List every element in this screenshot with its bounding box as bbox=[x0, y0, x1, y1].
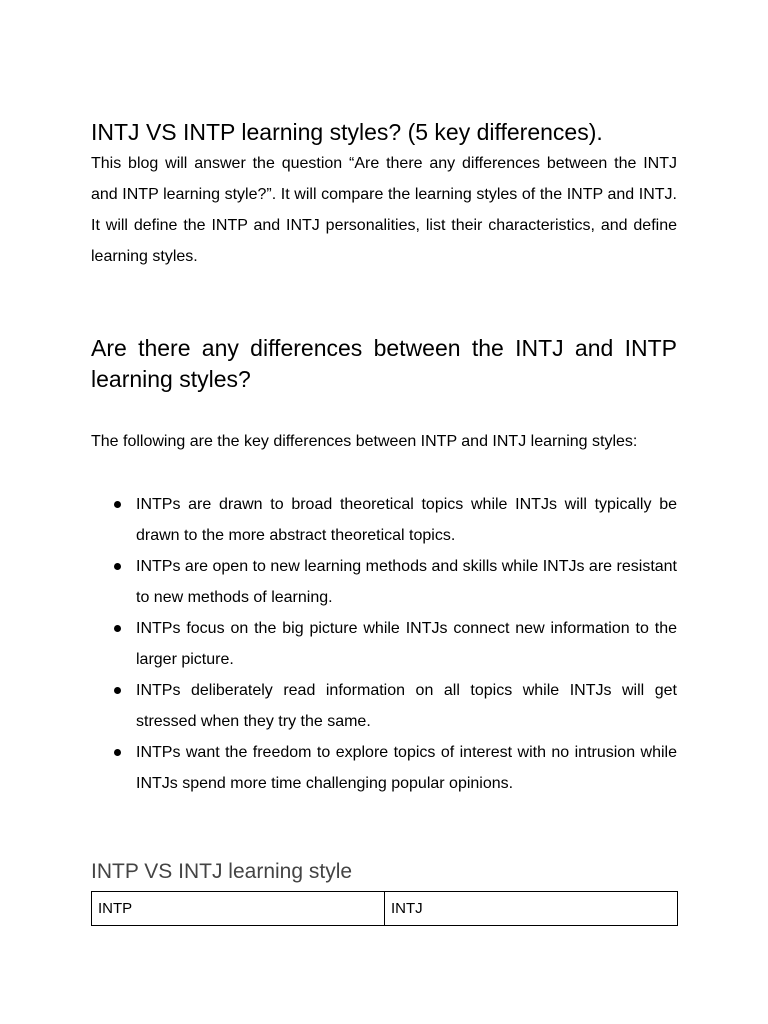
list-item bbox=[91, 551, 677, 613]
bullet-icon bbox=[114, 501, 121, 508]
table-header-row bbox=[92, 892, 678, 926]
bullet-icon bbox=[114, 563, 121, 570]
list-item bbox=[91, 675, 677, 737]
table-header-cell-intj: INTJ bbox=[385, 892, 678, 926]
list-item-text: INTPs want the freedom to explore topics of interest with no intrusion while INTJs spend more time challenging popular opinions. bbox=[136, 744, 677, 792]
bullet-icon bbox=[114, 749, 121, 756]
section-heading: Are there any differences between the INTJ and INTP learning styles? bbox=[91, 335, 677, 392]
intro-paragraph: This blog will answer the question “Are there any differences between the INTJ and INTP learning style?”. It will compare the learning styles of the INTP and INTJ. It will define the INTP and INTJ personalities, list their characteristics, and define learning styles. bbox=[91, 155, 677, 265]
comparison-table bbox=[91, 891, 678, 926]
document-title: INTJ VS INTP learning styles? (5 key differences). bbox=[91, 119, 603, 145]
list-item bbox=[91, 489, 677, 551]
list-item bbox=[91, 613, 677, 675]
list-item-text: INTPs deliberately read information on all topics while INTJs will get stressed when they try the same. bbox=[136, 682, 677, 730]
list-item-text: INTPs focus on the big picture while INTJs connect new information to the larger picture. bbox=[136, 620, 677, 668]
table-header-cell-intp: INTP bbox=[92, 892, 385, 926]
list-item-text: INTPs are open to new learning methods and skills while INTJs are resistant to new methods of learning. bbox=[136, 558, 677, 606]
section-lead-paragraph: The following are the key differences between INTP and INTJ learning styles: bbox=[91, 433, 638, 450]
differences-list bbox=[91, 489, 677, 799]
list-item-text: INTPs are drawn to broad theoretical topics while INTJs will typically be drawn to the more abstract theoretical topics. bbox=[136, 496, 677, 544]
bullet-icon bbox=[114, 687, 121, 694]
list-item bbox=[91, 737, 677, 799]
table-heading: INTP VS INTJ learning style bbox=[91, 860, 353, 883]
bullet-icon bbox=[114, 625, 121, 632]
